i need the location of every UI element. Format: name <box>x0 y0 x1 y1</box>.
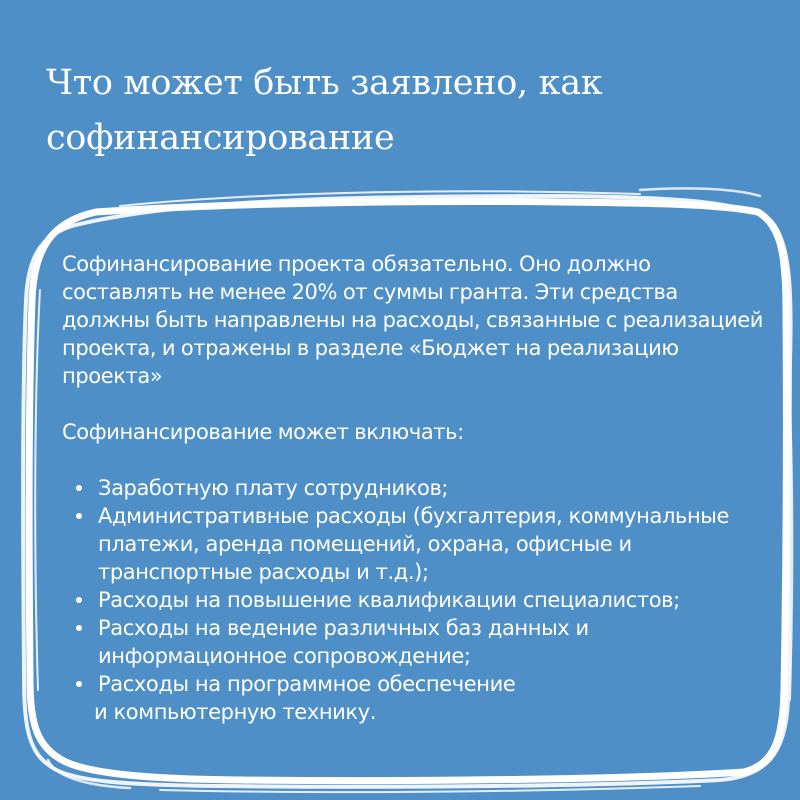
list-lead: Софинансирование может включать: <box>62 420 464 444</box>
list-item <box>62 502 767 586</box>
list-item <box>62 586 767 614</box>
list-item-text: Административные расходы (бухгалтерия, коммунальные платежи, аренда помещений, охрана, офисные и транспортные расходы и т.д.); <box>98 504 730 584</box>
expense-list <box>62 474 767 726</box>
bullet-icon <box>76 485 82 491</box>
list-item-text: Заработную плату сотрудников; <box>98 476 449 500</box>
list-item-text: Расходы на программное обеспечение <box>98 672 516 696</box>
bullet-icon <box>76 681 82 687</box>
bullet-icon <box>76 513 82 519</box>
list-item-text: Расходы на ведение различных баз данных и информационное сопровождение; <box>98 616 589 668</box>
bullet-icon <box>76 597 82 603</box>
list-item <box>62 670 767 726</box>
slide-title: Что может быть заявлено, как софинансирование <box>46 63 603 158</box>
bullet-icon <box>76 625 82 631</box>
list-item <box>62 474 767 502</box>
intro-paragraph: Софинансирование проекта обязательно. Оно должно составлять не менее 20% от суммы гранта. Эти средства должны быть направлены на расходы, связанные с реализацией проекта, и отражены в разделе «Бюджет на реализацию проекта» <box>62 252 763 388</box>
list-item <box>62 614 767 670</box>
list-item-continuation: и компьютерную технику. <box>94 700 377 724</box>
content-block <box>62 250 767 726</box>
list-item-text: Расходы на повышение квалификации специалистов; <box>98 588 680 612</box>
